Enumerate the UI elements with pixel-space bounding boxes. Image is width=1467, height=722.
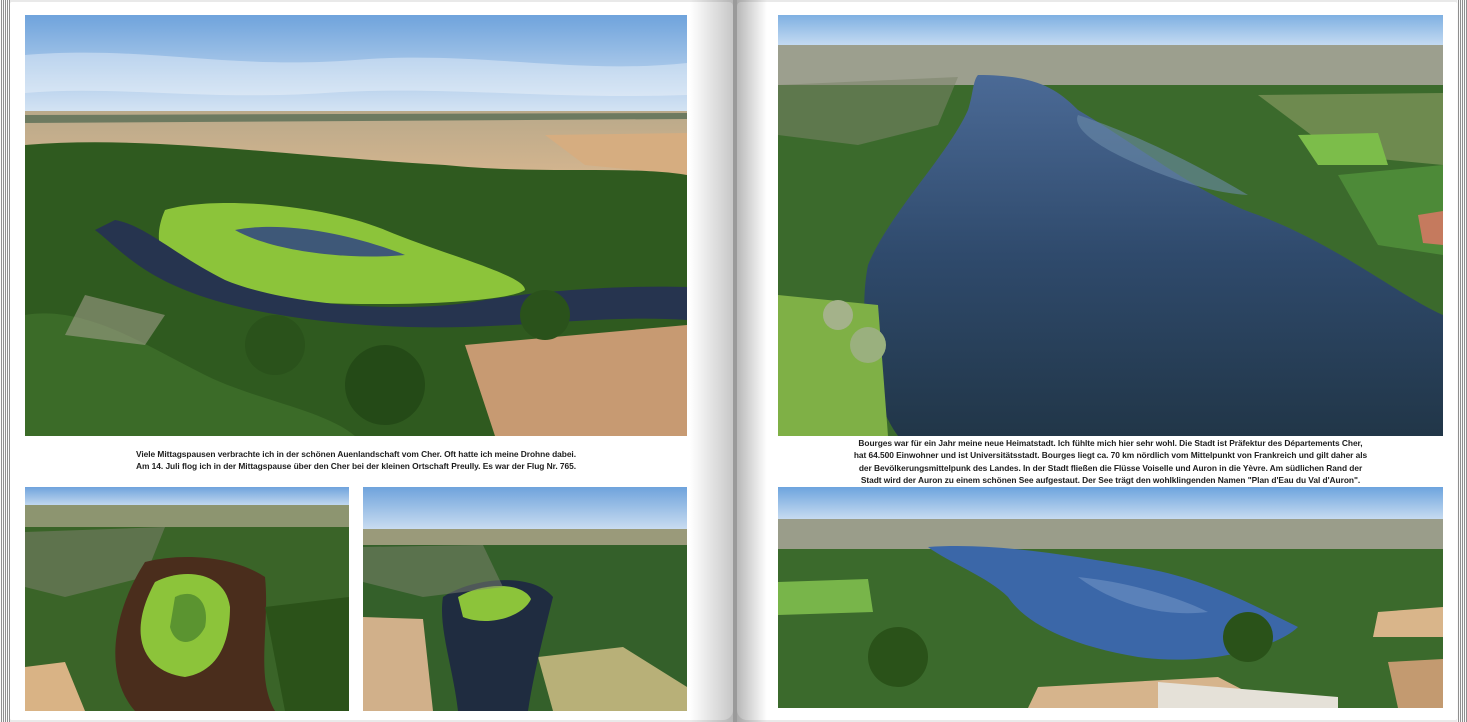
book-gutter — [733, 0, 737, 722]
caption-left-line-1: Viele Mittagspausen verbrachte ich in der schönen Auenlandschaft vom Cher. Oft hatte ich meine Drohne dabei. — [136, 449, 576, 459]
photo-cher-island-right — [363, 487, 687, 711]
caption-right-line-2: hat 64.500 Einwohner und ist Universitätsstadt. Bourges liegt ca. 70 km nördlich vom Mittelpunkt von Frankreich und gilt daher als — [853, 450, 1368, 461]
caption-right-line-3: der Bevölkerungsmittelpunk des Landes. In der Stadt fließen die Flüsse Voiselle und Auron in die Yèvre. Am südlichen Rand der — [858, 462, 1363, 473]
photo-cher-island-left — [25, 487, 349, 711]
caption-right-line-1: Bourges war für ein Jahr meine neue Heimatstadt. Ich fühlte mich hier sehr wohl. Die Stadt ist Präfektur des Départements Cher, — [858, 438, 1363, 448]
caption-right-line-4: Stadt wird der Auron zu einem schönen See aufgestaut. Der See trägt den wohlklingenden Namen "Plan d'Eau du Val d'Auron". — [860, 475, 1361, 486]
page-edges-right — [1457, 0, 1467, 722]
photo-cher-panorama — [25, 15, 687, 436]
caption-left-line-2: Am 14. Juli flog ich in der Mittagspause über den Cher bei der kleinen Ortschaft Preully. Es war der Flug Nr. 765. — [136, 461, 576, 472]
caption-right — [778, 437, 1443, 487]
photo-lake-auron-wide — [778, 487, 1443, 708]
page-edges-left — [0, 0, 10, 722]
photo-lake-auron-long — [778, 15, 1443, 436]
caption-left — [25, 448, 687, 473]
